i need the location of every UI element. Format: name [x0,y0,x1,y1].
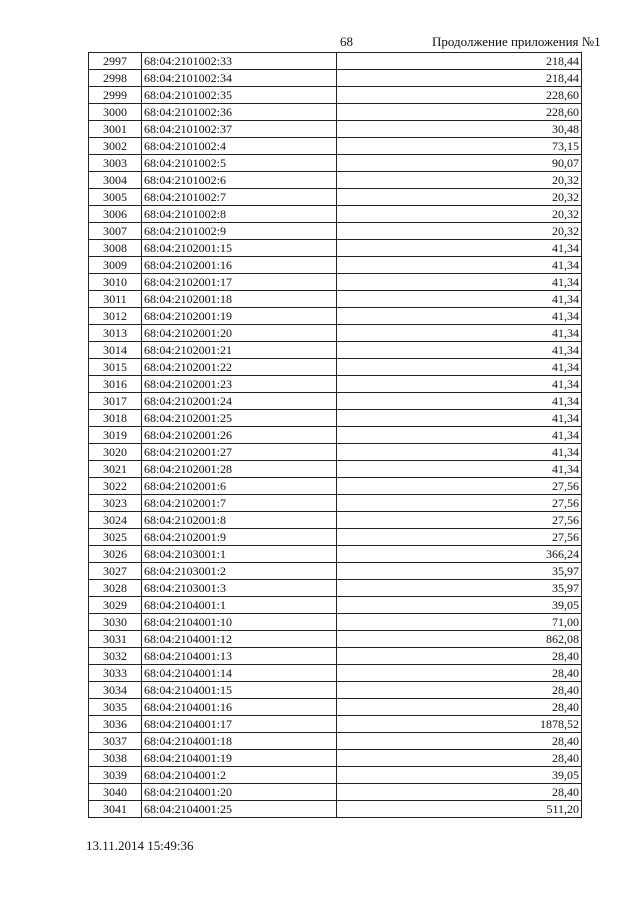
table-row [89,325,582,342]
row-number-cell: 3004 [89,172,142,189]
table-row [89,563,582,580]
cadastral-number-cell: 68:04:2104001:18 [142,733,337,750]
value-cell: 511,20 [337,801,582,818]
cadastral-number-cell: 68:04:2104001:12 [142,631,337,648]
cadastral-number-cell: 68:04:2101002:34 [142,70,337,87]
row-number-cell: 3027 [89,563,142,580]
row-number-cell: 3021 [89,461,142,478]
cadastral-number-cell: 68:04:2103001:3 [142,580,337,597]
value-cell: 41,34 [337,342,582,359]
table-row [89,206,582,223]
row-number-cell: 3012 [89,308,142,325]
table-row [89,308,582,325]
cadastral-number-cell: 68:04:2102001:18 [142,291,337,308]
row-number-cell: 3028 [89,580,142,597]
table-row [89,189,582,206]
table-row [89,699,582,716]
table-row [89,291,582,308]
value-cell: 27,56 [337,478,582,495]
cadastral-number-cell: 68:04:2104001:17 [142,716,337,733]
value-cell: 41,34 [337,410,582,427]
appendix-caption: Продолжение приложения №1 [432,34,601,49]
cadastral-number-cell: 68:04:2104001:15 [142,682,337,699]
cadastral-number-cell: 68:04:2104001:20 [142,784,337,801]
cadastral-number-cell: 68:04:2101002:8 [142,206,337,223]
value-cell: 73,15 [337,138,582,155]
value-cell: 41,34 [337,359,582,376]
value-cell: 27,56 [337,512,582,529]
cadastral-number-cell: 68:04:2104001:14 [142,665,337,682]
row-number-cell: 3005 [89,189,142,206]
table-row [89,750,582,767]
cadastral-number-cell: 68:04:2102001:19 [142,308,337,325]
value-cell: 218,44 [337,70,582,87]
cadastral-value-table [88,52,582,818]
value-cell: 71,00 [337,614,582,631]
cadastral-number-cell: 68:04:2102001:8 [142,512,337,529]
table-row [89,410,582,427]
row-number-cell: 3039 [89,767,142,784]
table-row [89,682,582,699]
table-row [89,716,582,733]
value-cell: 20,32 [337,206,582,223]
cadastral-number-cell: 68:04:2102001:27 [142,444,337,461]
table-row [89,733,582,750]
cadastral-number-cell: 68:04:2104001:10 [142,614,337,631]
cadastral-number-cell: 68:04:2102001:21 [142,342,337,359]
cadastral-number-cell: 68:04:2104001:16 [142,699,337,716]
table-row [89,546,582,563]
cadastral-number-cell: 68:04:2101002:36 [142,104,337,121]
cadastral-number-cell: 68:04:2102001:25 [142,410,337,427]
value-cell: 41,34 [337,257,582,274]
table-row [89,784,582,801]
row-number-cell: 3002 [89,138,142,155]
table-row [89,87,582,104]
table-row [89,427,582,444]
value-cell: 27,56 [337,529,582,546]
row-number-cell: 2997 [89,53,142,70]
table-row [89,529,582,546]
value-cell: 90,07 [337,155,582,172]
cadastral-number-cell: 68:04:2102001:24 [142,393,337,410]
table-row [89,665,582,682]
cadastral-number-cell: 68:04:2102001:16 [142,257,337,274]
row-number-cell: 2998 [89,70,142,87]
row-number-cell: 3011 [89,291,142,308]
table-row [89,53,582,70]
cadastral-number-cell: 68:04:2101002:7 [142,189,337,206]
table-row [89,274,582,291]
table-row [89,70,582,87]
cadastral-number-cell: 68:04:2102001:7 [142,495,337,512]
row-number-cell: 3024 [89,512,142,529]
value-cell: 1878,52 [337,716,582,733]
row-number-cell: 3001 [89,121,142,138]
value-cell: 218,44 [337,53,582,70]
cadastral-number-cell: 68:04:2101002:33 [142,53,337,70]
cadastral-number-cell: 68:04:2102001:15 [142,240,337,257]
row-number-cell: 3015 [89,359,142,376]
row-number-cell: 3000 [89,104,142,121]
row-number-cell: 3022 [89,478,142,495]
cadastral-number-cell: 68:04:2101002:4 [142,138,337,155]
row-number-cell: 3025 [89,529,142,546]
table-row [89,478,582,495]
cadastral-number-cell: 68:04:2101002:5 [142,155,337,172]
row-number-cell: 3040 [89,784,142,801]
row-number-cell: 3036 [89,716,142,733]
value-cell: 28,40 [337,665,582,682]
row-number-cell: 3006 [89,206,142,223]
cadastral-number-cell: 68:04:2102001:22 [142,359,337,376]
value-cell: 41,34 [337,393,582,410]
row-number-cell: 3016 [89,376,142,393]
table-row [89,393,582,410]
row-number-cell: 3034 [89,682,142,699]
cadastral-number-cell: 68:04:2103001:2 [142,563,337,580]
table-row [89,138,582,155]
cadastral-number-cell: 68:04:2102001:20 [142,325,337,342]
print-timestamp: 13.11.2014 15:49:36 [86,838,194,853]
table-row [89,767,582,784]
value-cell: 35,97 [337,563,582,580]
table-row [89,461,582,478]
value-cell: 228,60 [337,87,582,104]
row-number-cell: 3037 [89,733,142,750]
row-number-cell: 2999 [89,87,142,104]
table-row [89,223,582,240]
table-row [89,257,582,274]
table-row [89,376,582,393]
cadastral-number-cell: 68:04:2101002:6 [142,172,337,189]
row-number-cell: 3018 [89,410,142,427]
table-row [89,172,582,189]
table-row [89,104,582,121]
row-number-cell: 3007 [89,223,142,240]
value-cell: 28,40 [337,733,582,750]
row-number-cell: 3030 [89,614,142,631]
value-cell: 20,32 [337,189,582,206]
value-cell: 41,34 [337,291,582,308]
row-number-cell: 3031 [89,631,142,648]
value-cell: 35,97 [337,580,582,597]
cadastral-number-cell: 68:04:2102001:23 [142,376,337,393]
value-cell: 862,08 [337,631,582,648]
row-number-cell: 3020 [89,444,142,461]
table-row [89,580,582,597]
cadastral-number-cell: 68:04:2101002:9 [142,223,337,240]
value-cell: 20,32 [337,223,582,240]
cadastral-number-cell: 68:04:2102001:6 [142,478,337,495]
row-number-cell: 3033 [89,665,142,682]
cadastral-number-cell: 68:04:2104001:25 [142,801,337,818]
table-row [89,614,582,631]
row-number-cell: 3026 [89,546,142,563]
row-number-cell: 3029 [89,597,142,614]
table-row [89,121,582,138]
table-row [89,648,582,665]
table-row [89,512,582,529]
value-cell: 30,48 [337,121,582,138]
value-cell: 228,60 [337,104,582,121]
cadastral-number-cell: 68:04:2102001:9 [142,529,337,546]
row-number-cell: 3003 [89,155,142,172]
cadastral-number-cell: 68:04:2104001:19 [142,750,337,767]
cadastral-number-cell: 68:04:2101002:35 [142,87,337,104]
table-row [89,597,582,614]
value-cell: 39,05 [337,767,582,784]
value-cell: 27,56 [337,495,582,512]
row-number-cell: 3008 [89,240,142,257]
value-cell: 41,34 [337,461,582,478]
cadastral-number-cell: 68:04:2102001:28 [142,461,337,478]
value-cell: 41,34 [337,325,582,342]
cadastral-number-cell: 68:04:2101002:37 [142,121,337,138]
page-number: 68 [340,34,353,49]
value-cell: 41,34 [337,444,582,461]
value-cell: 41,34 [337,427,582,444]
table-row [89,801,582,818]
value-cell: 41,34 [337,240,582,257]
row-number-cell: 3013 [89,325,142,342]
cadastral-number-cell: 68:04:2102001:17 [142,274,337,291]
table-row [89,240,582,257]
row-number-cell: 3032 [89,648,142,665]
row-number-cell: 3009 [89,257,142,274]
row-number-cell: 3041 [89,801,142,818]
cadastral-number-cell: 68:04:2104001:2 [142,767,337,784]
table-row [89,631,582,648]
table-row [89,155,582,172]
value-cell: 41,34 [337,376,582,393]
row-number-cell: 3038 [89,750,142,767]
table-body [89,53,582,818]
value-cell: 28,40 [337,784,582,801]
cadastral-number-cell: 68:04:2104001:1 [142,597,337,614]
value-cell: 41,34 [337,308,582,325]
value-cell: 28,40 [337,750,582,767]
value-cell: 41,34 [337,274,582,291]
value-cell: 20,32 [337,172,582,189]
value-cell: 366,24 [337,546,582,563]
cadastral-number-cell: 68:04:2102001:26 [142,427,337,444]
value-cell: 28,40 [337,648,582,665]
value-cell: 28,40 [337,699,582,716]
table-row [89,444,582,461]
cadastral-number-cell: 68:04:2104001:13 [142,648,337,665]
value-cell: 28,40 [337,682,582,699]
table-row [89,342,582,359]
row-number-cell: 3017 [89,393,142,410]
value-cell: 39,05 [337,597,582,614]
row-number-cell: 3023 [89,495,142,512]
row-number-cell: 3019 [89,427,142,444]
cadastral-number-cell: 68:04:2103001:1 [142,546,337,563]
table-row [89,359,582,376]
row-number-cell: 3014 [89,342,142,359]
table-row [89,495,582,512]
row-number-cell: 3035 [89,699,142,716]
row-number-cell: 3010 [89,274,142,291]
